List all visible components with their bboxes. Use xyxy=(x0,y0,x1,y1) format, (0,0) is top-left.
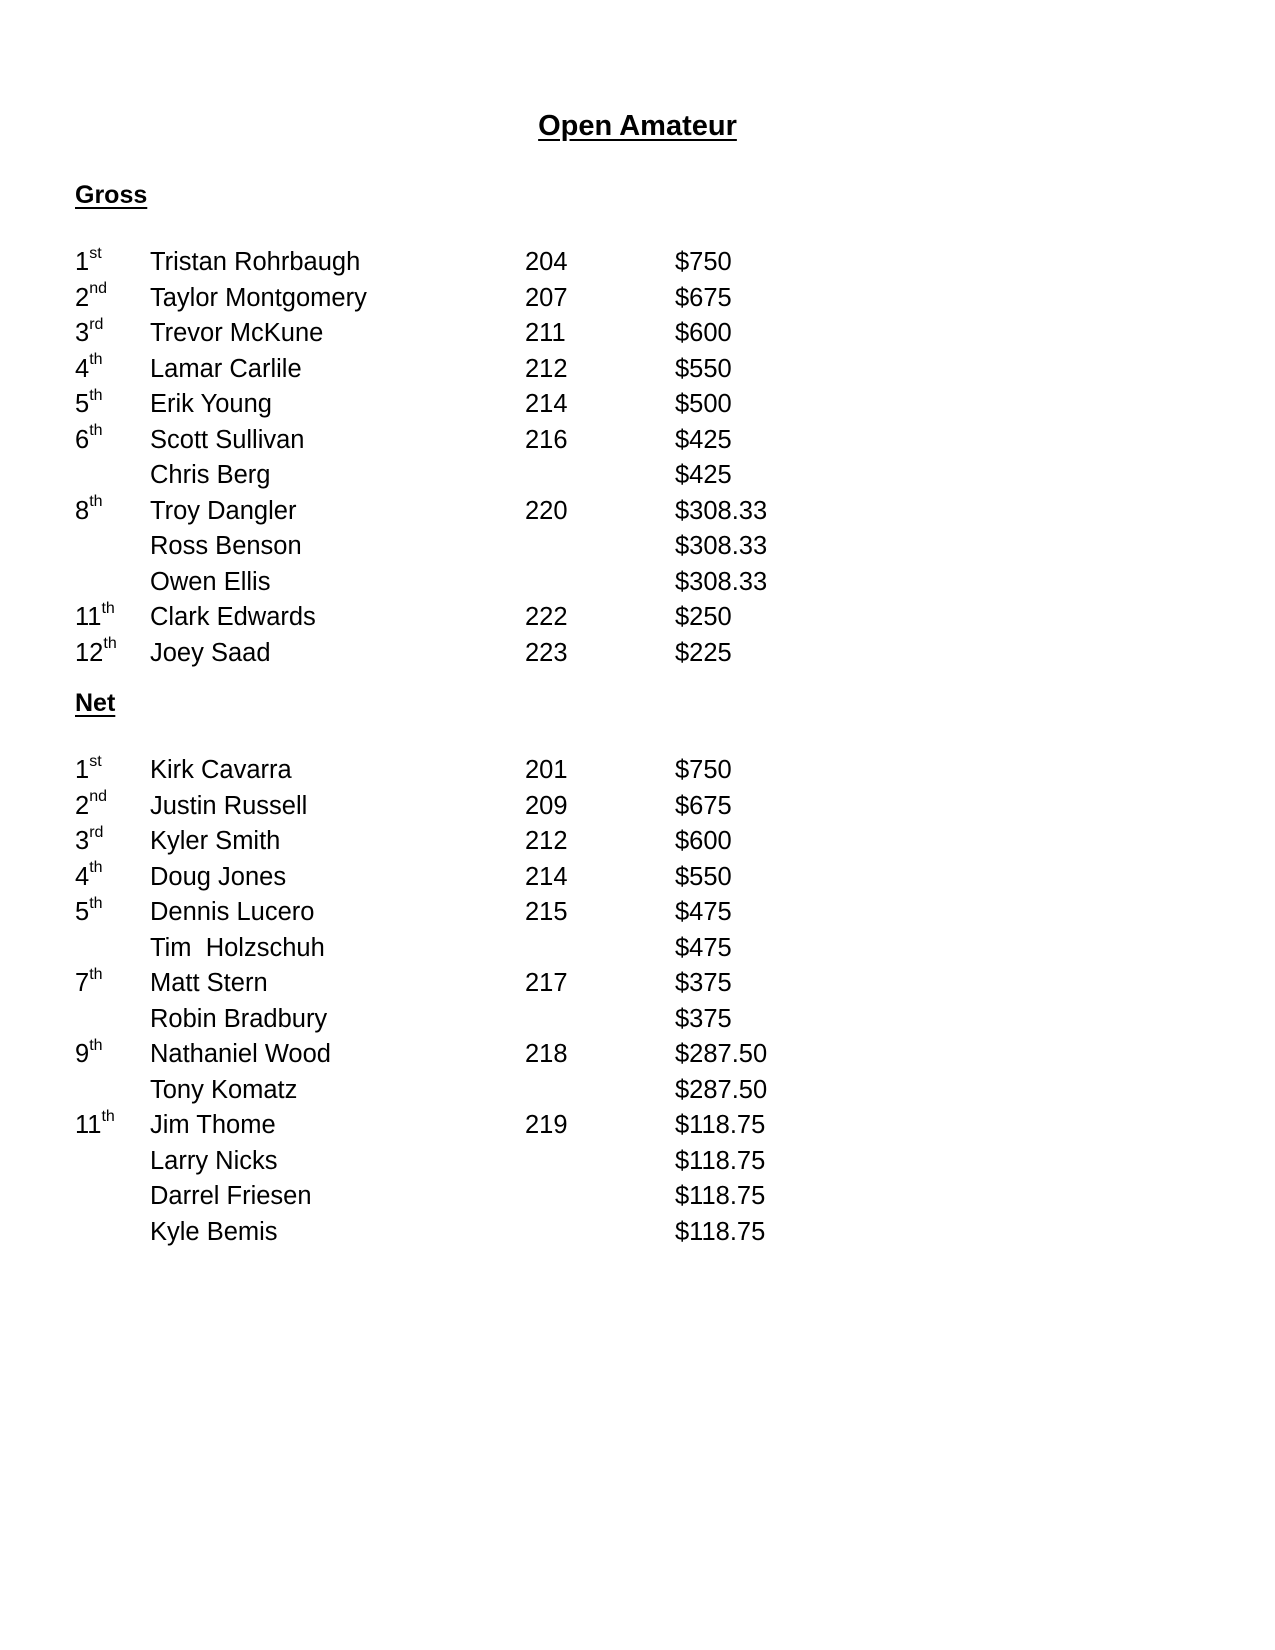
place-cell xyxy=(75,387,103,423)
gross-heading: Gross xyxy=(75,181,148,209)
score-cell: 207 xyxy=(525,283,568,312)
place-suffix: th xyxy=(89,351,103,368)
result-row xyxy=(75,387,875,423)
gross-results-list xyxy=(75,245,875,671)
prize-cell: $287.50 xyxy=(675,1075,768,1104)
score-cell: 218 xyxy=(525,1040,568,1068)
result-row xyxy=(75,789,875,825)
place-number: 11 xyxy=(75,603,102,631)
net-heading: Net xyxy=(75,689,116,717)
result-row xyxy=(75,281,875,317)
place-cell xyxy=(75,860,103,896)
prize-cell: $550 xyxy=(675,862,732,891)
prize-cell: $550 xyxy=(675,354,732,383)
place-suffix: th xyxy=(101,599,115,617)
place-number: 2 xyxy=(75,283,90,312)
score-cell: 220 xyxy=(525,496,568,525)
place-suffix: rd xyxy=(89,315,104,333)
place-suffix: rd xyxy=(89,823,104,841)
player-name: Chris Berg xyxy=(150,461,271,489)
score-cell: 204 xyxy=(525,248,568,276)
place-cell xyxy=(75,895,103,931)
place-number: 2 xyxy=(75,791,90,820)
place-cell xyxy=(75,423,103,459)
place-cell xyxy=(75,824,103,860)
result-row xyxy=(75,860,875,896)
prize-cell: $500 xyxy=(675,390,732,418)
place-cell xyxy=(75,316,103,352)
score-cell: 215 xyxy=(525,898,568,926)
score-cell: 216 xyxy=(525,425,568,454)
place-number: 7 xyxy=(75,969,90,997)
player-name: Troy Dangler xyxy=(150,496,297,525)
page-title: Open Amateur xyxy=(538,110,737,142)
prize-cell: $287.50 xyxy=(675,1040,768,1068)
result-row xyxy=(75,1144,875,1180)
player-name: Jim Thome xyxy=(150,1111,276,1139)
prize-cell: $375 xyxy=(675,1004,732,1033)
result-row xyxy=(75,753,875,789)
place-cell xyxy=(75,352,103,388)
place-number: 9 xyxy=(75,1040,90,1068)
prize-cell: $118.75 xyxy=(675,1182,766,1210)
result-row xyxy=(75,636,875,672)
player-name: Nathaniel Wood xyxy=(150,1040,331,1068)
prize-cell: $425 xyxy=(675,425,732,454)
score-cell: 217 xyxy=(525,969,568,997)
prize-cell: $250 xyxy=(675,603,732,631)
player-name: Kirk Cavarra xyxy=(150,756,292,784)
result-row xyxy=(75,1215,875,1251)
player-name: Erik Young xyxy=(150,390,272,418)
result-row xyxy=(75,1002,875,1038)
place-cell xyxy=(75,245,102,281)
score-cell: 223 xyxy=(525,638,568,667)
place-suffix: th xyxy=(89,965,103,983)
place-cell xyxy=(75,1037,103,1073)
score-cell: 212 xyxy=(525,827,568,855)
prize-cell: $475 xyxy=(675,898,732,926)
place-suffix: st xyxy=(89,752,102,770)
result-row xyxy=(75,458,875,494)
score-cell: 209 xyxy=(525,791,568,820)
place-suffix: nd xyxy=(89,280,107,297)
place-suffix: th xyxy=(89,386,103,404)
place-number: 1 xyxy=(75,756,90,784)
score-cell: 212 xyxy=(525,354,568,383)
player-name: Lamar Carlile xyxy=(150,354,302,383)
prize-cell: $750 xyxy=(675,248,732,276)
place-number: 6 xyxy=(75,425,90,454)
result-row xyxy=(75,316,875,352)
prize-cell: $675 xyxy=(675,283,732,312)
player-name: Trevor McKune xyxy=(150,319,324,347)
player-name: Dennis Lucero xyxy=(150,898,315,926)
place-suffix: th xyxy=(89,493,103,510)
place-cell xyxy=(75,753,102,789)
prize-cell: $750 xyxy=(675,756,732,784)
prize-cell: $425 xyxy=(675,461,732,489)
result-row xyxy=(75,931,875,967)
player-name: Matt Stern xyxy=(150,969,268,997)
result-row xyxy=(75,494,875,530)
player-name: Tony Komatz xyxy=(150,1075,298,1104)
result-row xyxy=(75,565,875,601)
score-cell: 211 xyxy=(525,319,566,347)
place-suffix: th xyxy=(89,1036,103,1054)
player-name: Justin Russell xyxy=(150,791,308,820)
player-name: Scott Sullivan xyxy=(150,425,305,454)
prize-cell: $118.75 xyxy=(675,1111,766,1139)
prize-cell: $308.33 xyxy=(675,532,768,560)
player-name: Kyler Smith xyxy=(150,827,281,855)
place-cell xyxy=(75,600,115,636)
place-number: 12 xyxy=(75,638,104,667)
place-number: 1 xyxy=(75,248,90,276)
place-number: 4 xyxy=(75,354,90,383)
player-name: Taylor Montgomery xyxy=(150,283,367,312)
result-row xyxy=(75,529,875,565)
prize-cell: $118.75 xyxy=(675,1146,766,1175)
net-results-list xyxy=(75,753,875,1250)
place-suffix: th xyxy=(89,422,103,439)
place-cell xyxy=(75,494,103,530)
result-row xyxy=(75,824,875,860)
player-name: Clark Edwards xyxy=(150,603,316,631)
player-name: Larry Nicks xyxy=(150,1146,278,1175)
prize-cell: $675 xyxy=(675,791,732,820)
player-name: Tristan Rohrbaugh xyxy=(150,248,361,276)
player-name: Owen Ellis xyxy=(150,567,271,596)
result-row xyxy=(75,1073,875,1109)
place-cell xyxy=(75,789,107,825)
prize-cell: $308.33 xyxy=(675,496,768,525)
player-name: Kyle Bemis xyxy=(150,1217,278,1246)
place-suffix: nd xyxy=(89,788,107,805)
result-row xyxy=(75,1108,875,1144)
score-cell: 214 xyxy=(525,862,568,891)
result-row xyxy=(75,1037,875,1073)
place-number: 11 xyxy=(75,1111,102,1139)
score-cell: 222 xyxy=(525,603,568,631)
result-row xyxy=(75,245,875,281)
player-name: Doug Jones xyxy=(150,862,287,891)
score-cell: 201 xyxy=(525,756,568,784)
place-number: 5 xyxy=(75,898,90,926)
prize-cell: $375 xyxy=(675,969,732,997)
player-name: Robin Bradbury xyxy=(150,1004,328,1033)
place-suffix: st xyxy=(89,244,102,262)
place-number: 3 xyxy=(75,827,90,855)
place-number: 8 xyxy=(75,496,90,525)
result-row xyxy=(75,423,875,459)
place-suffix: th xyxy=(101,1107,115,1125)
place-suffix: th xyxy=(89,859,103,876)
player-name: Tim Holzschuh xyxy=(150,933,325,962)
prize-cell: $475 xyxy=(675,933,732,962)
place-cell xyxy=(75,281,107,317)
player-name: Ross Benson xyxy=(150,532,302,560)
place-number: 5 xyxy=(75,390,90,418)
prize-cell: $225 xyxy=(675,638,732,667)
prize-cell: $308.33 xyxy=(675,567,768,596)
prize-cell: $600 xyxy=(675,827,732,855)
place-suffix: th xyxy=(103,635,117,652)
result-row xyxy=(75,352,875,388)
player-name: Joey Saad xyxy=(150,638,271,667)
score-cell: 219 xyxy=(525,1111,568,1139)
result-row xyxy=(75,895,875,931)
place-cell xyxy=(75,966,103,1002)
place-suffix: th xyxy=(89,894,103,912)
player-name: Darrel Friesen xyxy=(150,1182,312,1210)
place-cell xyxy=(75,636,117,672)
result-row xyxy=(75,600,875,636)
prize-cell: $118.75 xyxy=(675,1217,766,1246)
score-cell: 214 xyxy=(525,390,568,418)
result-row xyxy=(75,1179,875,1215)
place-cell xyxy=(75,1108,115,1144)
result-row xyxy=(75,966,875,1002)
prize-cell: $600 xyxy=(675,319,732,347)
place-number: 4 xyxy=(75,862,90,891)
place-number: 3 xyxy=(75,319,90,347)
